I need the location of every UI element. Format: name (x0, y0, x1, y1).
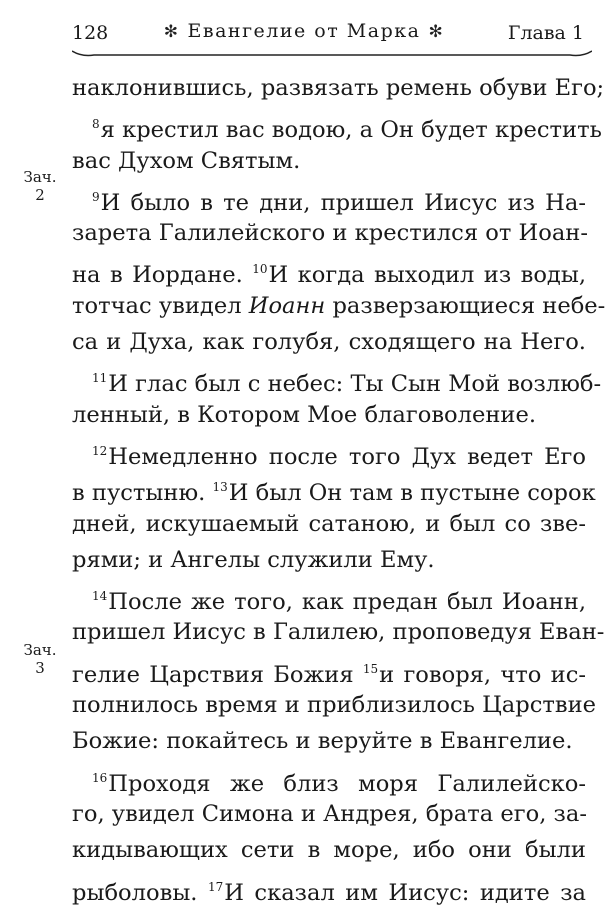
text-line (72, 614, 605, 650)
header-ornamental-rule (72, 50, 592, 58)
text-line (72, 360, 602, 398)
verse-number: 8 (92, 117, 100, 132)
margin-note-number: 2 (35, 186, 45, 204)
text-line (72, 869, 586, 905)
text-line (72, 106, 602, 144)
text-segment: После же того, как предан был Иоанн, (108, 589, 586, 616)
text-line (72, 324, 586, 360)
text-line (72, 832, 586, 868)
text-segment: рями; и Ангелы служили Ему. (72, 546, 435, 573)
ornament-right-icon: ✻ (428, 22, 445, 42)
text-line (72, 760, 586, 796)
text-segment: И глас был с небес: Ты Сын Мой возлюб- (108, 371, 602, 398)
text-segment: И когда выходил из воды, (268, 262, 586, 289)
text-line (72, 687, 597, 723)
text-segment: Проходя же близ моря Галилейско- (108, 770, 586, 797)
verse-number: 17 (207, 879, 224, 894)
margin-note-label: Зач. (23, 168, 57, 186)
verse-number: 14 (92, 589, 108, 604)
verse-number: 12 (92, 443, 108, 458)
text-segment: зарета Галилейского и крестился от Иоан- (72, 220, 589, 247)
text-segment: разверзающиеся небе- (325, 292, 606, 319)
verse-number: 15 (362, 661, 379, 676)
text-segment: наклонившись, развязать ремень обуви Его; (72, 75, 605, 101)
text-segment: тотчас увидел (72, 292, 249, 319)
text-line (72, 288, 606, 324)
text-segment: и говоря, что ис- (379, 661, 586, 688)
verse-number: 16 (92, 770, 108, 785)
text-segment: И было в те дни, пришел Иисус из На- (100, 189, 586, 216)
text-line (72, 796, 586, 832)
ornament-left-icon: ✻ (163, 22, 180, 42)
text-line (72, 70, 605, 106)
verse-number: 13 (212, 480, 228, 495)
text-segment: дней, искушаемый сатаною, и был со зве- (72, 510, 586, 537)
text-segment: в пустыню. (72, 480, 213, 507)
chapter-label: Глава 1 (507, 22, 584, 44)
text-line (72, 215, 589, 251)
text-line (72, 723, 586, 759)
text-line (72, 506, 586, 542)
text-segment: рыболовы. (72, 879, 208, 906)
margin-note-label: Зач. (23, 641, 57, 659)
text-segment: И сказал им Иисус: идите за (224, 879, 586, 906)
text-line (72, 179, 586, 215)
scripture-text (72, 70, 606, 906)
text-segment: го, увидел Симона и Андрея, брата его, за- (72, 800, 587, 827)
text-segment: я крестил вас водою, а Он будет крестить (100, 117, 602, 144)
text-segment: гелие Царствия Божия (72, 661, 363, 688)
text-line (72, 578, 586, 614)
text-line (72, 469, 596, 507)
page-number: 128 (72, 22, 109, 44)
text-line (72, 251, 586, 287)
text-line (72, 542, 586, 578)
text-segment: вас Духом Святым. (72, 147, 301, 174)
text-segment: пришел Иисус в Галилею, проповедуя Еван- (72, 619, 605, 646)
text-segment: са и Духа, как голубя, сходящего на Него. (72, 329, 586, 356)
text-segment: И был Он там в пустыне сорок (228, 480, 596, 507)
italic-text: Иоанн (248, 292, 326, 319)
text-segment: на в Иордане. (72, 262, 253, 289)
margin-note-zach-3 (18, 641, 62, 677)
verse-number: 11 (92, 371, 108, 386)
verse-number: 9 (92, 189, 100, 204)
text-segment: Немедленно после того Дух ведет Его (108, 443, 586, 470)
margin-note-zach-2 (18, 168, 62, 204)
verse-number: 10 (252, 262, 268, 277)
text-line (72, 433, 586, 469)
text-segment: полнилось время и приблизилось Царствие (72, 692, 597, 719)
text-line (72, 143, 586, 179)
text-segment: кидывающих сети в море, ибо они были (72, 837, 586, 864)
margin-note-number: 3 (35, 659, 45, 677)
book-title: Евангелие от Марка (187, 20, 421, 42)
text-line (72, 651, 586, 687)
running-header (0, 18, 608, 48)
text-segment: ленный, в Котором Мое благоволение. (72, 401, 537, 428)
text-segment: Божие: покайтесь и веруйте в Евангелие. (72, 728, 573, 755)
text-line (72, 397, 586, 433)
